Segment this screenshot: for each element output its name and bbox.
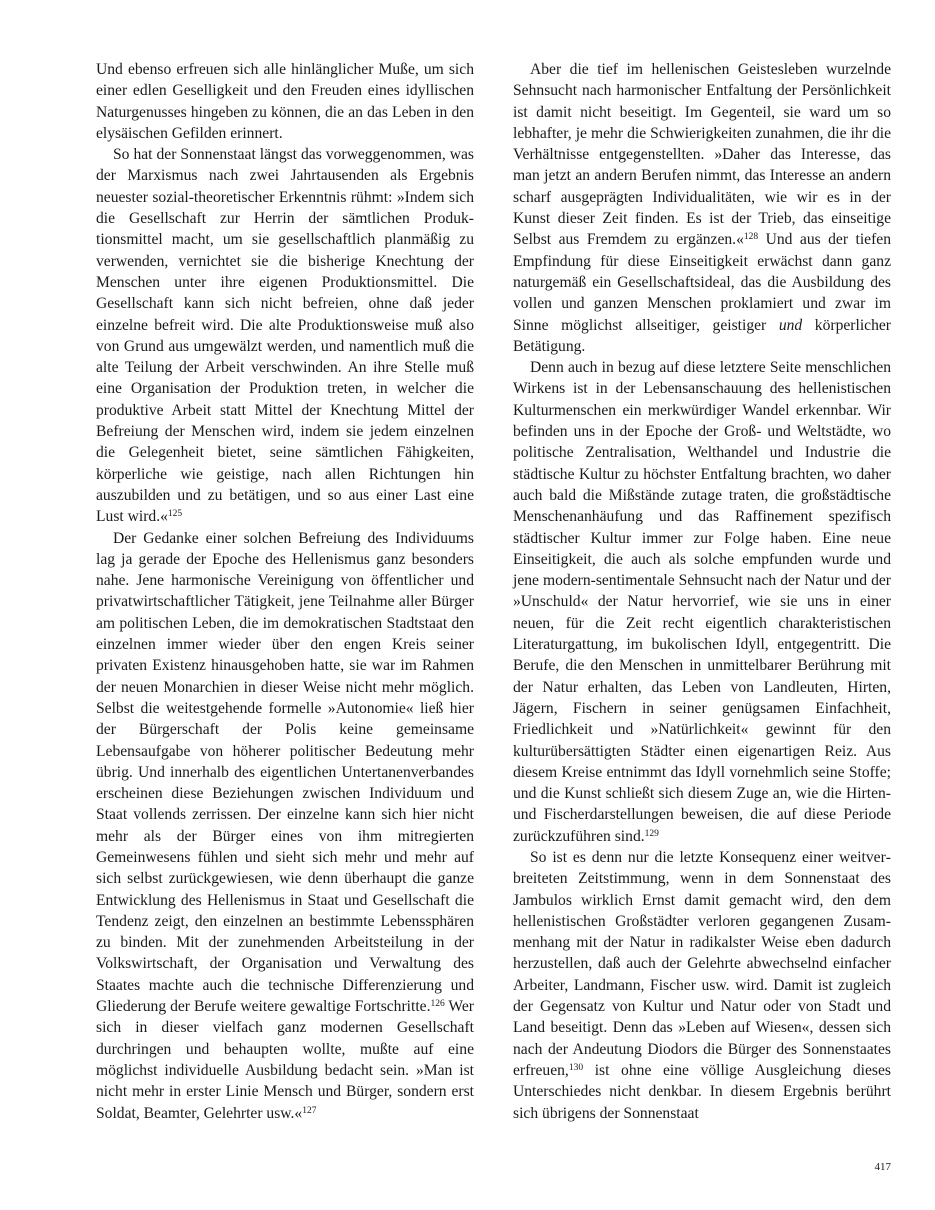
paragraph: Denn auch in bezug auf diese letztere Seite menschlichen Wirkens ist in der Lebensanschauung des hellenistischen Kulturmenschen ein merkwürdiger Wandel erkennbar. Wir befinden uns in der Epoche der Groß- und Weltstädte, wo politische Zentralisation, Welthandel und Industrie die städtische Kultur zu höchster Entfaltung brachten, wo daher auch bald die Mißstände zutage traten, die großstädtische Menschenanhäufung und das Raffinement spezifisch städtischer Kultur immer zur Folge haben. Eine neue Einseitigkeit, die auch als solche empfunden wurde und jene modern-sentimentale Sehnsucht nach der Natur und der »Unschuld« der Natur hervorrief, wie sie uns in einer neuen, für die Zeit recht eigentlich charakteristischen Literaturgattung, im bukolischen Idyll, entgegentritt. Die Berufe, die den Menschen in unmittelbarer Berührung mit der Natur erhalten, das Leben von Landleuten, Hirten, Jägern, Fischern in seiner genügsamen Einfachheit, Friedlichkeit und »Natürlichkeit« gewinnt für den kulturübersättigten Städter einen eigenartigen Reiz. Aus diesem Kreise entnimmt das Idyll vornehmlich seine Stoffe; und die Kunst schließt sich diesem Zuge an, wie die Hirten- und Fischerdarstellungen beweisen, die auf diese Periode zurückzuführen sind.$^{129}$ — [513, 359, 891, 845]
footnote-ref: 129 — [644, 828, 659, 839]
footnote-ref: 127 — [302, 1105, 317, 1116]
page-number: 417 — [874, 1161, 891, 1173]
footnote-ref: 125 — [167, 509, 183, 520]
paragraph: So hat der Sonnenstaat längst das vorweggenommen, was der Marxismus nach zwei Jahrtausenden als Ergebnis neuester sozial-theoretischer Erkenntnis rühmt: »Indem sich die Gesellschaft zur Herrin der sämtlichen Produktionsmittel macht, um sie gesellschaftlich planmäßig zu verwenden, vernichtet sie die bisherige Knechtung der Menschen unter ihre eigenen Produktionsmittel. Die Gesellschaft kann sich nicht befreien, ohne daß jeder einzelne befreit wird. Die alte Produktionsweise muß also von Grund aus umgewälzt werden, und namentlich muß die alte Teilung der Arbeit verschwinden. An ihre Stelle muß eine Organisation der Produktion treten, in welcher die produktive Arbeit statt Mittel der Knechtung Mittel der Befreiung der Menschen wird, indem sie jedem einzelnen die Gelegenheit bietet, seine sämtlichen Fähigkeiten, körperliche wie geistige, nach allen Richtungen hin auszubilden und zu betätigen, und so aus einer Last eine Lust wird.«$^{125}$ — [96, 146, 474, 526]
emphasis: und — [778, 316, 803, 334]
footnote-ref: 130 — [568, 1062, 584, 1073]
paragraph: Aber die tief im hellenischen Geistesleben wurzelnde Sehnsucht nach harmonischer Entfaltung der Persönlichkeit ist damit nicht beseitigt. Im Gegenteil, sie ward um so lebhafter, je mehr die Schwierigkeiten zunahmen, die ihr die Verhältnisse entgegenstellten. »Daher das Interesse, das man jetzt an andern Berufen nimmt, das Interesse an andern scharf ausgeprägten Individualitäten, wie wir es in der Kunst dieser Zeit finden. Es ist der Trieb, das einseitige Selbst aus Fremdem zu ergänzen.«$^{128}$ Und aus der tiefen Empfindung für diese Einseitigkeit erwächst dann ganz naturgemäß ein Gesellschaftsideal, das die Ausbildung des vollen und ganzen Menschen proklamiert und zwar im Sinne möglichst allseitiger, geistiger und körperlicher Betätigung. — [513, 61, 891, 355]
footnote-ref: 126 — [430, 999, 445, 1010]
footnote-ref: 128 — [743, 232, 759, 243]
paragraph: So ist es denn nur die letzte Konsequenz einer weitverbreiteten Zeitstimmung, wenn in dem Sonnenstaat des Jambulos wirklich Ernst damit gemacht wird, den dem hellenistischen Großstädter verloren gegangenen Zusammenhang mit der Natur in radikalster Weise eben dadurch herzustellen, daß auch der Gelehrte abwechselnd einfacher Arbeiter, Landmann, Fischer usw. wird. Damit ist zugleich der Gegensatz von Kultur und Natur oder von Stadt und Land beseitigt. Denn das »Leben auf Wiesen«, dessen sich nach der Andeutung Diodors die Bürger des Sonnenstaates erfreuen,$^{130}$ ist ohne eine völlige Ausgleichung dieses Unterschiedes nicht denkbar. In diesem Ergebnis berührt sich übrigens der Sonnenstaat — [513, 848, 891, 1122]
paragraph: Der Gedanke einer solchen Befreiung des Individuums lag ja gerade der Epoche des Hellenismus ganz besonders nahe. Jene harmonische Vereinigung von öffentlicher und privatwirtschaftlicher Tätigkeit, jene Teilnahme aller Bürger am politischen Leben, die im demokratischen Stadtstaat den einzelnen immer wieder über den engen Kreis seiner privaten Existenz hinausgehoben hatte, sie war im Rahmen der neuen Monarchien in dieser Weise nicht mehr möglich. Selbst die weitestgehende formelle »Autonomie« ließ hier der Bürgerschaft der Polis keine gemeinsame Lebensaufgabe von höherer politischer Bedeutung mehr übrig. Und innerhalb des eigentlichen Untertanenverbandes erscheinen diese Beziehungen zwischen Individuum und Staat vollends zerrissen. Der einzelne kann sich hier nicht mehr als der Bürger eines von ihm mitregierten Gemeinwesens fühlen und sieht sich mehr und mehr auf sich selbst zurückgewiesen, wie denn überhaupt die ganze Entwicklung des Hellenismus in Staat und Gesellschaft die Tendenz zeigt, den einzelnen an bestimmte Lebenssphären zu binden. Mit der zunehmenden Arbeitsteilung in der Volkswirtschaft, der Organisation und Verwaltung des Staates machte auch die technische Differenzierung und Gliederung der Berufe weitere gewaltige Fortschritte.$^{126}$ Wer sich in dieser vielfach ganz modernen Gesellschaft durchringen und behaupten wollte, mußte auf eine möglichst individuelle Ausbildung bedacht sein. »Man ist nicht mehr in erster Linie Mensch und Bürger, sondern erst Soldat, Beamter, Gelehrter usw.«$^{127}$ — [96, 529, 474, 1122]
paragraph: Und ebenso erfreuen sich alle hinlänglicher Muße, um sich einer edlen Geselligkeit und den Freuden eines idyllischen Naturgenusses hingeben zu können, die an das Leben in den elysäischen Gefilden erinnert. — [96, 61, 474, 142]
left-column — [96, 59, 474, 1124]
right-column — [513, 59, 891, 1124]
